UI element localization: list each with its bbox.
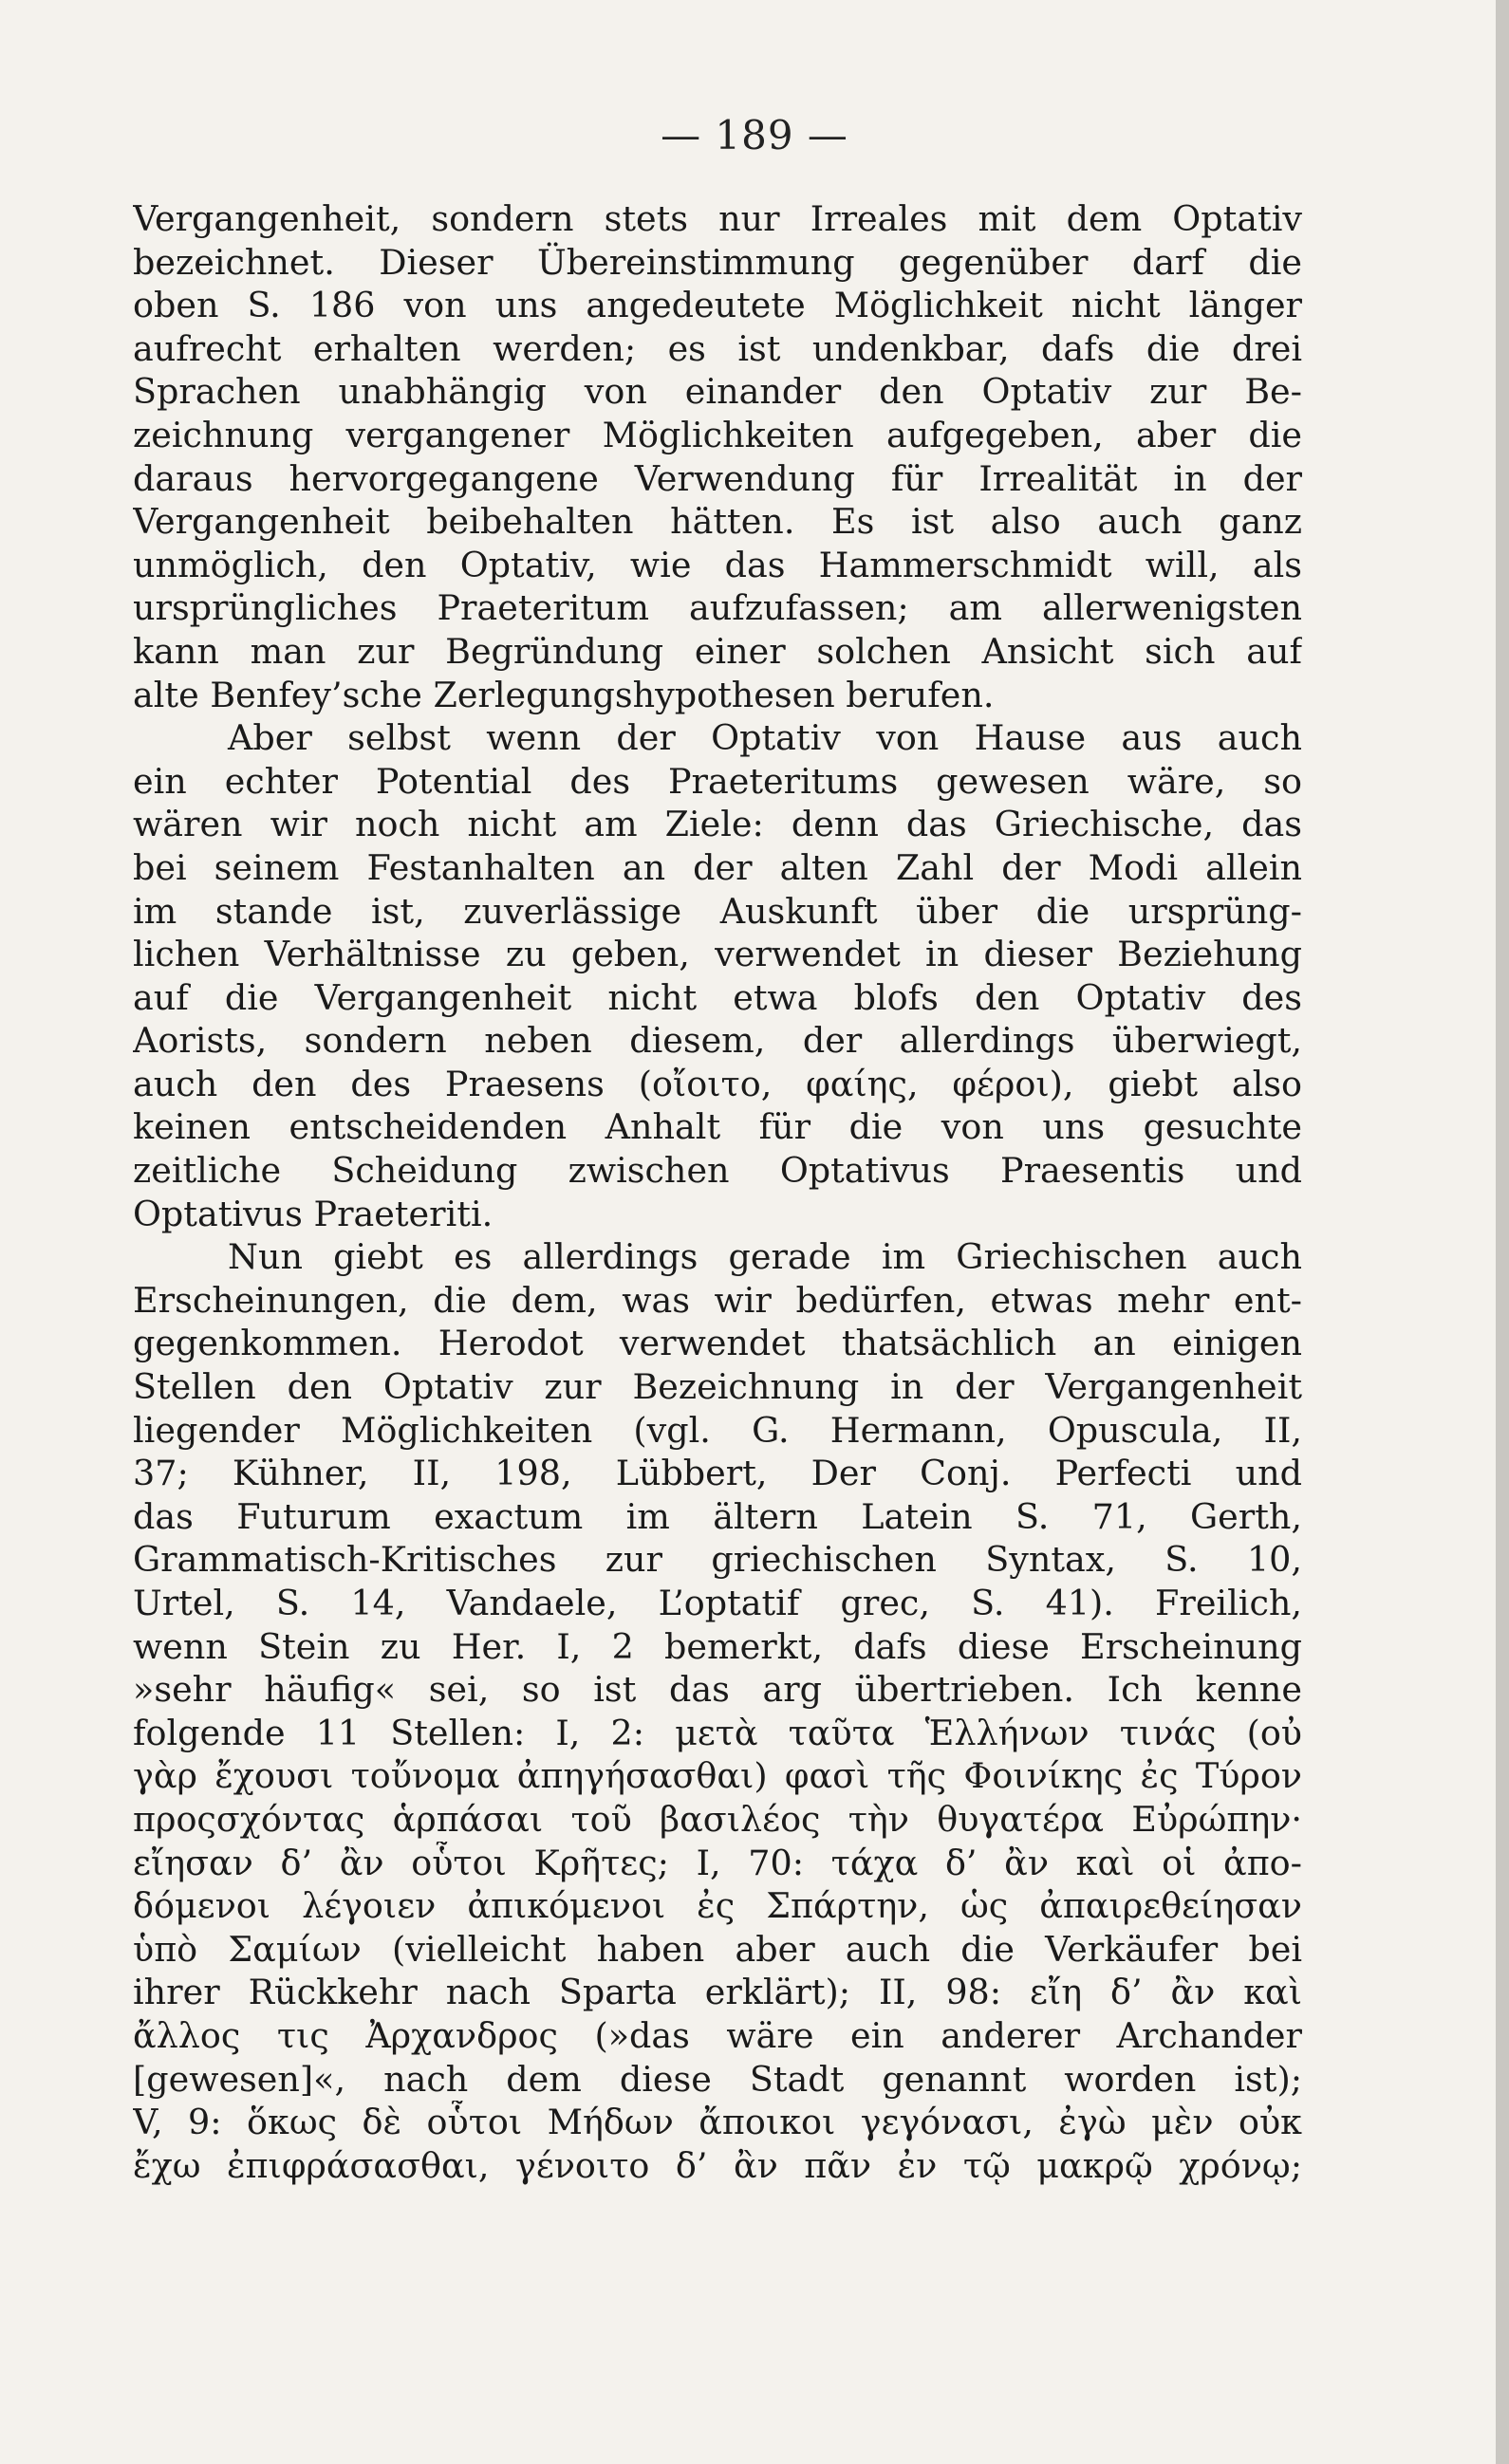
text-line: zeichnung vergangener Möglichkeiten aufgegeben, aber die bbox=[133, 414, 1302, 455]
text-line: γὰρ ἔχουσι τοὔνομα ἀπηγήσασθαι) φασὶ τῆς Φοινίκης ἐς Τύρον bbox=[133, 1755, 1302, 1797]
text-line: oben S. 186 von uns angedeutete Möglichkeit nicht länger bbox=[133, 285, 1302, 326]
text-line: Grammatisch-Kritisches zur griechischen Syntax, S. 10, bbox=[133, 1539, 1302, 1581]
text-line: προςσχόντας ἁρπάσαι τοῦ βασιλέος τὴν θυγατέρα Εὐρώπην· bbox=[133, 1798, 1302, 1840]
text-line: ἄλλος τις Ἀρχανδρος (»das wäre ein anderer Archander bbox=[133, 2014, 1302, 2056]
text-line: unmöglich, den Optativ, wie das Hammerschmidt will, als bbox=[133, 544, 1302, 585]
text-line: zeitliche Scheidung zwischen Optativus Praesentis und bbox=[133, 1150, 1302, 1192]
text-line: »sehr häufig« sei, so ist das arg übertrieben. Ich kenne bbox=[133, 1669, 1302, 1711]
text-line: Sprachen unabhängig von einander den Optativ zur Be- bbox=[133, 371, 1302, 413]
page-number: — 189 — bbox=[661, 112, 848, 158]
text-line: aufrecht erhalten werden; es ist undenkbar, dafs die drei bbox=[133, 327, 1302, 369]
text-line: folgende 11 Stellen: I, 2: μετὰ ταῦτα Ἑλλήνων τινάς (οὐ bbox=[133, 1712, 1302, 1753]
text-line: [gewesen]«, nach dem diese Stadt genannt worden ist); bbox=[133, 2058, 1302, 2100]
text-line: auch den des Praesens (οἴοιτο, φαίης, φέροι), giebt also bbox=[133, 1063, 1302, 1104]
text-line: Erscheinungen, die dem, was wir bedürfen, etwas mehr ent- bbox=[133, 1279, 1302, 1321]
text-line: Vergangenheit beibehalten hätten. Es ist also auch ganz bbox=[133, 501, 1302, 543]
text-line: gegenkommen. Herodot verwendet thatsächlich an einigen bbox=[133, 1323, 1302, 1364]
text-line: 37; Kühner, II, 198, Lübbert, Der Conj. Perfecti und bbox=[133, 1453, 1302, 1494]
text-line: Nun giebt es allerdings gerade im Griechischen auch bbox=[228, 1236, 1302, 1278]
text-line: bezeichnet. Dieser Übereinstimmung gegenüber darf die bbox=[133, 241, 1302, 283]
text-line: wenn Stein zu Her. I, 2 bemerkt, dafs diese Erscheinung bbox=[133, 1625, 1302, 1667]
text-line: liegender Möglichkeiten (vgl. G. Hermann, Opuscula, II, bbox=[133, 1409, 1302, 1451]
text-line: ein echter Potential des Praeteritums gewesen wäre, so bbox=[133, 760, 1302, 802]
text-line: kann man zur Begründung einer solchen Ansicht sich auf bbox=[133, 630, 1302, 672]
text-line: im stande ist, zuverlässige Auskunft über die ursprüng- bbox=[133, 890, 1302, 932]
text-line: lichen Verhältnisse zu geben, verwendet in dieser Beziehung bbox=[133, 934, 1302, 975]
text-line: ursprüngliches Praeteritum aufzufassen; am allerwenigsten bbox=[133, 587, 1302, 629]
text-line: ὑπὸ Σαμίων (vielleicht haben aber auch die Verkäufer bei bbox=[133, 1928, 1302, 1970]
text-line: δόμενοι λέγοιεν ἀπικόμενοι ἐς Σπάρτην, ὡς ἀπαιρεθείησαν bbox=[133, 1885, 1302, 1927]
text-line: bei seinem Festanhalten an der alten Zahl der Modi allein bbox=[133, 846, 1302, 888]
text-line: wären wir noch nicht am Ziele: denn das Griechische, das bbox=[133, 804, 1302, 845]
text-line: auf die Vergangenheit nicht etwa blofs den Optativ des bbox=[133, 976, 1302, 1018]
text-line: Urtel, S. 14, Vandaele, L’optatif grec, S. 41). Freilich, bbox=[133, 1583, 1302, 1623]
text-line: V, 9: ὅκως δὲ οὗτοι Μήδων ἄποικοι γεγόνασι, ἐγὼ μὲν οὐκ bbox=[133, 2102, 1302, 2143]
page-edge bbox=[1496, 0, 1509, 2464]
text-line: Stellen den Optativ zur Bezeichnung in der Vergangenheit bbox=[133, 1366, 1302, 1408]
text-line: Aber selbst wenn der Optativ von Hause aus auch bbox=[228, 717, 1302, 759]
text-line: Optativus Praeteriti. bbox=[133, 1193, 494, 1234]
text-line: εἴησαν δ’ ἂν οὗτοι Κρῆτες; I, 70: τάχα δ’ ἂν καὶ οἱ ἀπο- bbox=[133, 1842, 1302, 1883]
text-line: Aorists, sondern neben diesem, der allerdings überwiegt, bbox=[133, 1020, 1302, 1062]
text-line: daraus hervorgegangene Verwendung für Irrealität in der bbox=[133, 457, 1302, 499]
text-line: das Futurum exactum im ältern Latein S. 71, Gerth, bbox=[133, 1495, 1302, 1537]
text-line: alte Benfey’sche Zerlegungshypothesen berufen. bbox=[133, 674, 995, 715]
text-line: ἔχω ἐπιφράσασθαι, γένοιτο δ’ ἂν πᾶν ἐν τῷ μακρῷ χρόνῳ; bbox=[133, 2144, 1302, 2186]
text-line: keinen entscheidenden Anhalt für die von uns gesuchte bbox=[133, 1106, 1302, 1148]
body-text bbox=[133, 197, 1302, 2187]
text-line: ihrer Rückkehr nach Sparta erklärt); II, 98: εἴη δ’ ἂν καὶ bbox=[133, 1972, 1302, 2013]
text-line: Vergangenheit, sondern stets nur Irreales mit dem Optativ bbox=[133, 198, 1302, 239]
